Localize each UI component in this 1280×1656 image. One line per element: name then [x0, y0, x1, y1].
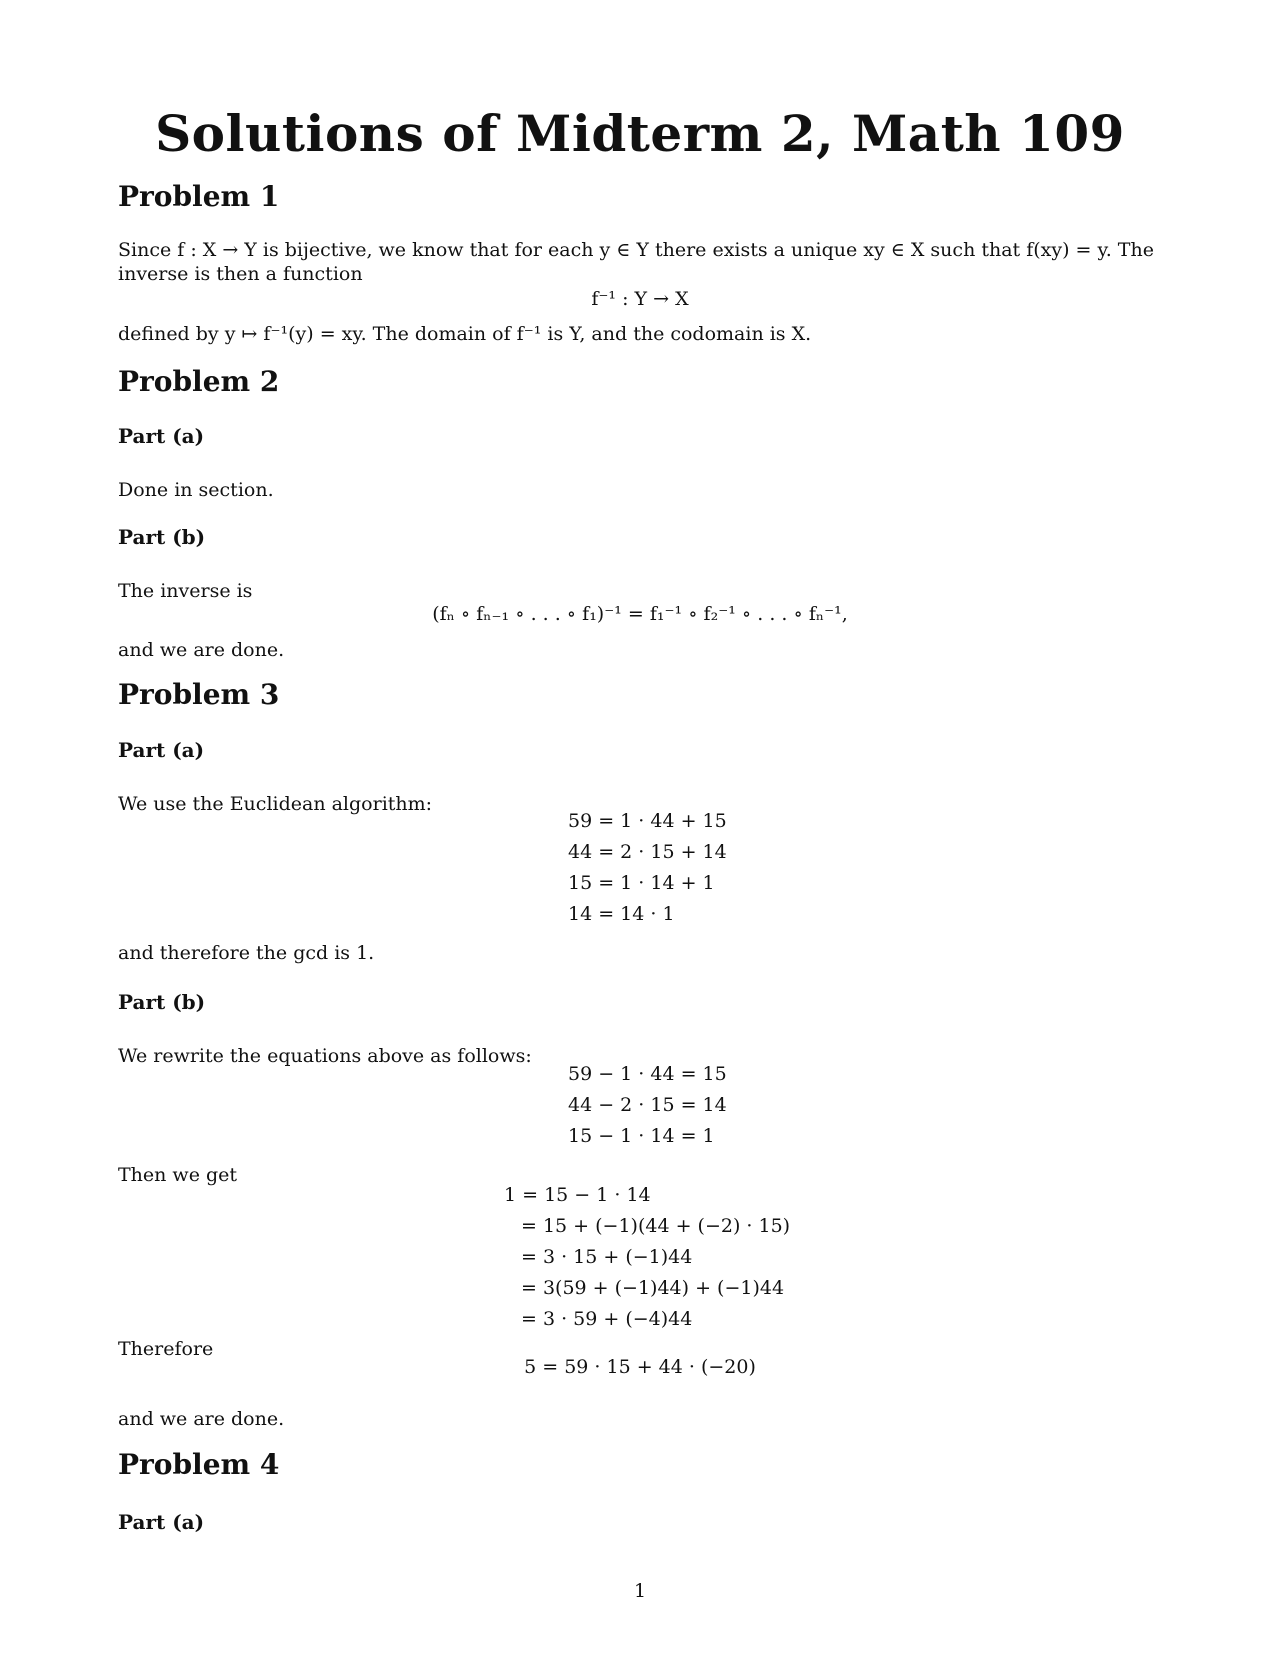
problem-1-text-line3: defined by y ↦ f⁻¹(y) = xy. The domain of f⁻¹ is Y, and the codomain is X.: [118, 323, 812, 345]
substitution-chain: [504, 1180, 790, 1335]
problem-2-heading: Problem 2: [118, 365, 280, 398]
problem-2-inverse-equation: (fₙ ∘ fₙ₋₁ ∘ . . . ∘ f₁)⁻¹ = f₁⁻¹ ∘ f₂⁻¹ ∘ . . . ∘ fₙ⁻¹,: [432, 603, 848, 625]
problem-2-part-a-heading: Part (a): [118, 424, 205, 448]
problem-3-part-b-text: We rewrite the equations above as follows:: [118, 1045, 532, 1067]
problem-2-conclusion: and we are done.: [118, 639, 285, 661]
problem-3-part-a-text: We use the Euclidean algorithm:: [118, 793, 433, 815]
equation-row: 1 = 15 − 1 · 14: [504, 1184, 651, 1206]
equation-row: 44 = 2 · 15 + 14: [568, 841, 727, 863]
problem-4-heading: Problem 4: [118, 1448, 280, 1481]
equation-row: 15 − 1 · 14 = 1: [568, 1125, 715, 1147]
rewritten-equations: [568, 1059, 727, 1152]
equation-row: 15 = 1 · 14 + 1: [568, 872, 715, 894]
equation-row: = 3(59 + (−1)44) + (−1)44: [521, 1277, 785, 1299]
problem-1-heading: Problem 1: [118, 180, 280, 213]
euclidean-algorithm-equations: [568, 806, 727, 930]
problem-3-heading: Problem 3: [118, 678, 280, 711]
problem-1-text-line2: inverse is then a function: [118, 263, 363, 285]
equation-row: = 15 + (−1)(44 + (−2) · 15): [521, 1215, 791, 1237]
problem-2-part-a-text: Done in section.: [118, 479, 274, 501]
problem-3-therefore-text: Therefore: [118, 1338, 214, 1360]
equation-row: 14 = 14 · 1: [568, 903, 675, 925]
equation-row: 59 − 1 · 44 = 15: [568, 1063, 727, 1085]
equation-row: = 3 · 59 + (−4)44: [521, 1308, 693, 1330]
problem-4-part-a-heading: Part (a): [118, 1510, 205, 1534]
page-number: 1: [633, 1580, 647, 1602]
problem-3-final-equation: 5 = 59 · 15 + 44 · (−20): [524, 1356, 756, 1378]
problem-2-part-b-text: The inverse is: [118, 580, 253, 602]
problem-3-part-b-heading: Part (b): [118, 990, 206, 1014]
equation-row: = 3 · 15 + (−1)44: [521, 1246, 693, 1268]
problem-1-text-line1: Since f : X → Y is bijective, we know that for each y ∈ Y there exists a unique xy ∈ X such that f(xy) = y. The: [118, 239, 1154, 261]
equation-row: 44 − 2 · 15 = 14: [568, 1094, 727, 1116]
problem-3-then-text: Then we get: [118, 1164, 238, 1186]
problem-3-part-a-heading: Part (a): [118, 738, 205, 762]
document-title: Solutions of Midterm 2, Math 109: [155, 104, 1125, 163]
problem-2-part-b-heading: Part (b): [118, 525, 206, 549]
problem-3-conclusion: and we are done.: [118, 1408, 285, 1430]
problem-3-part-a-conclusion: and therefore the gcd is 1.: [118, 942, 375, 964]
problem-1-equation: f⁻¹ : Y → X: [591, 288, 689, 310]
equation-row: 59 = 1 · 44 + 15: [568, 810, 727, 832]
